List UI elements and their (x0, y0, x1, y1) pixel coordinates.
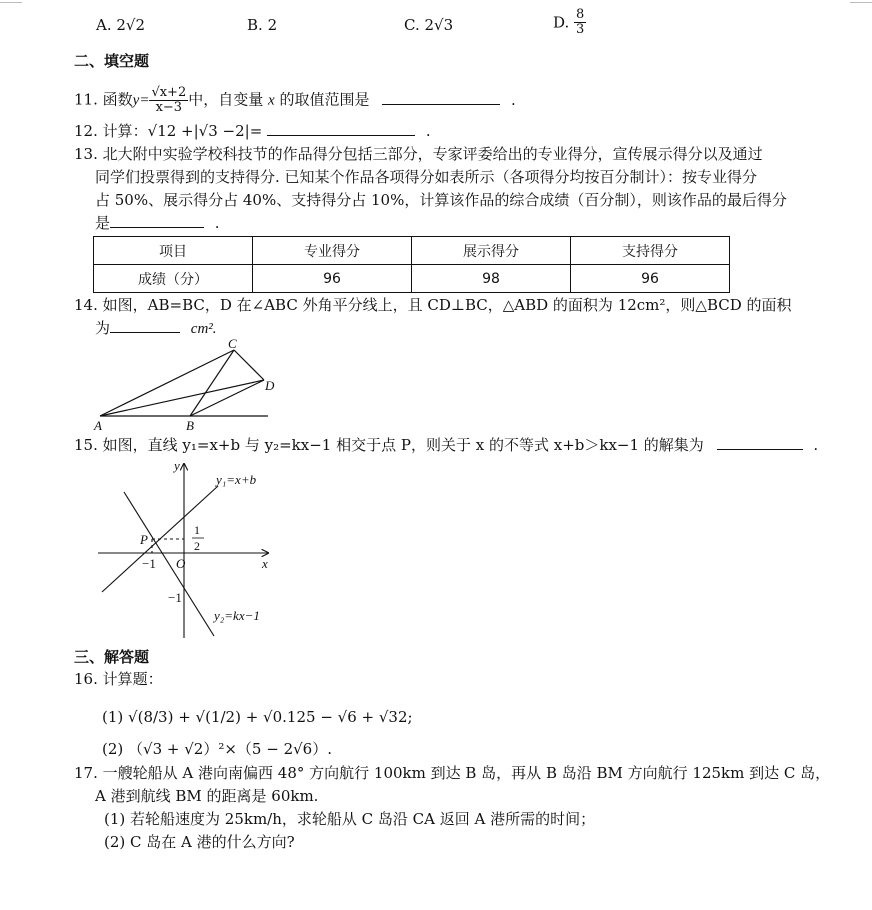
option-d (553, 8, 586, 37)
option-c (404, 14, 453, 36)
q13-line4-text: 是 (95, 214, 111, 232)
option-a-value: 2√2 (116, 16, 146, 34)
q14-line1: 如图，AB=BC，D 在∠ABC 外角平分线上，且 CD⊥BC，△ABD 的面积为 12cm²，则△BCD 的面积 (102, 296, 792, 314)
q13-number: 13. (74, 145, 98, 163)
fig14-label-a: A (94, 418, 102, 433)
q14-answer-blank[interactable] (110, 318, 180, 333)
fig15-label-origin: O (176, 556, 186, 571)
table-row (94, 265, 730, 293)
option-d-den: 3 (576, 22, 585, 37)
corner-mark-right (850, 2, 872, 3)
option-c-label: C. (404, 16, 420, 34)
q11-frac-den: x−3 (155, 100, 183, 115)
q13-end: . (214, 214, 220, 232)
q16-part2-label: (2) (102, 740, 124, 758)
q11-suffix: 的取值范围是 (279, 90, 370, 109)
q15-text: 如图，直线 y₁=x+b 与 y₂=kx−1 相交于点 P，则关于 x 的不等式 x+b＞kx−1 的解集为 (102, 436, 704, 454)
q14-number: 14. (74, 296, 98, 314)
question-13 (74, 143, 763, 165)
q14-line2-prefix: 为 (95, 319, 111, 337)
table-header-cell: 展示得分 (412, 237, 571, 265)
table-header-cell: 专业得分 (253, 237, 412, 265)
section-solve-title: 三、解答题 (74, 648, 150, 666)
q13-line2: 同学们投票得到的支持得分. 已知某个作品各项得分如表所示（各项得分均按百分制计）：按专业得分 (95, 168, 758, 186)
section-fill-title: 二、填空题 (74, 52, 150, 70)
q14-unit: cm². (190, 321, 217, 337)
q16-part2-expr: （√3 + √2）²×（5 − 2√6）. (128, 740, 332, 758)
fig15-label-line2: y₂=kx−1 (214, 608, 260, 623)
q15-number: 15. (74, 436, 98, 454)
fig14-segment-bc (190, 350, 234, 416)
question-16 (74, 668, 163, 690)
q13-score-table (93, 236, 730, 293)
fig14-segment-cd (234, 350, 264, 380)
option-a (96, 14, 145, 36)
option-d-fraction (574, 8, 586, 37)
fig15-label-line1: y₁=x+b (216, 472, 257, 487)
table-header-cell: 支持得分 (571, 237, 730, 265)
q15-end: . (813, 436, 819, 454)
q11-number: 11. (74, 90, 98, 109)
table-cell: 98 (412, 265, 571, 293)
q12-end: . (425, 122, 431, 140)
question-17 (74, 762, 830, 784)
q13-line3: 占 50%、展示得分占 40%、支持得分占 10%，计算该作品的综合成绩（百分制），则该作品的最后得分 (95, 191, 787, 209)
table-header-cell: 项目 (94, 237, 253, 265)
option-d-label: D. (553, 13, 570, 32)
fig14-label-d: D (265, 378, 275, 393)
q17-number: 17. (74, 764, 98, 782)
option-a-label: A. (96, 16, 112, 34)
q12-text: 计算：√12 +|√3 −2|= (102, 122, 263, 140)
question-11 (74, 86, 516, 115)
q16-title: 计算题： (102, 670, 163, 688)
table-header-row (94, 237, 730, 265)
q11-x: x (268, 92, 275, 109)
q16-part1-label: (1) (102, 708, 124, 726)
q11-answer-blank[interactable] (382, 90, 500, 105)
q16-part-2 (102, 738, 332, 760)
question-14 (74, 294, 792, 316)
q15-graph-figure (96, 456, 286, 640)
q14-triangle-figure (92, 336, 284, 436)
fig15-label-p: P (140, 532, 148, 547)
option-d-num: 8 (576, 7, 585, 22)
q11-prefix: 函数 (102, 90, 133, 109)
option-b-label: B. (247, 16, 263, 34)
fig15-label-neg1-y: −1 (168, 590, 182, 605)
q13-answer-blank[interactable] (110, 213, 204, 228)
q12-number: 12. (74, 122, 98, 140)
fig15-half-den: 2 (194, 539, 200, 553)
q17-line2: A 港到航线 BM 的距离是 60km. (95, 787, 319, 805)
fig14-label-b: B (186, 418, 194, 433)
fig15-label-x: x (262, 556, 268, 571)
fig14-segment-ac (100, 350, 234, 416)
fig14-segment-bd (190, 380, 264, 416)
fig14-label-c: C (228, 336, 237, 351)
q15-answer-blank[interactable] (717, 435, 803, 450)
question-15 (74, 434, 818, 456)
q17-line1: 一艘轮船从 A 港向南偏西 48° 方向航行 100km 到达 B 岛，再从 B 岛沿 BM 方向航行 125km 到达 C 岛， (102, 764, 831, 782)
q11-fraction (149, 86, 188, 115)
fig15-label-neg1-x: −1 (142, 556, 156, 571)
q16-part-1 (102, 706, 413, 728)
q11-end: . (511, 90, 516, 109)
q13-line4 (95, 212, 220, 234)
q17-part-2: (2) C 岛在 A 港的什么方向? (104, 833, 295, 851)
fig15-label-y: y (174, 458, 180, 473)
corner-mark-left (0, 2, 22, 3)
option-b (247, 14, 277, 36)
fig15-line-y2 (124, 492, 214, 636)
table-cell: 成绩（分） (94, 265, 253, 293)
table-cell: 96 (571, 265, 730, 293)
q11-y: y= (132, 92, 150, 109)
q11-mid: 中，自变量 (188, 90, 264, 109)
question-12 (74, 120, 431, 142)
option-c-value: 2√3 (424, 16, 454, 34)
fig15-half-num: 1 (194, 523, 200, 537)
q13-line1: 北大附中实验学校科技节的作品得分包括三部分，专家评委给出的专业得分，宣传展示得分以及通过 (102, 145, 763, 163)
q12-answer-blank[interactable] (267, 121, 415, 136)
q16-number: 16. (74, 670, 98, 688)
q11-frac-num: √x+2 (151, 85, 187, 100)
q17-part-1: (1) 若轮船速度为 25km/h，求轮船从 C 岛沿 CA 返回 A 港所需的时间； (104, 810, 596, 828)
option-b-value: 2 (267, 16, 278, 34)
q16-part1-expr: √(8/3) + √(1/2) + √0.125 − √6 + √32; (128, 708, 413, 726)
fig14-segment-ad (100, 380, 264, 416)
table-cell: 96 (253, 265, 412, 293)
